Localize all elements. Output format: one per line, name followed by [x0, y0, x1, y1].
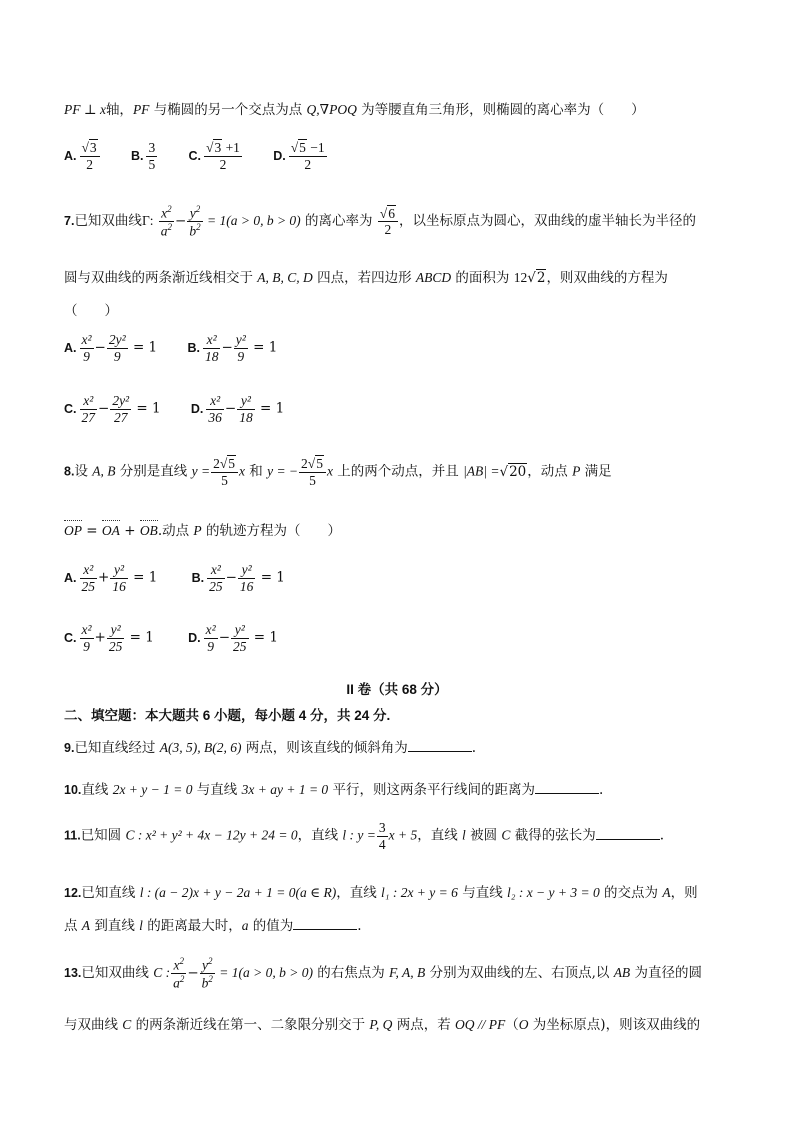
- denominator: 18: [204, 348, 219, 364]
- q12-text: 到直线: [90, 918, 140, 934]
- choice-label: D.: [188, 630, 201, 645]
- q7-text: 四点，若四边形: [312, 270, 416, 286]
- numerator: y²: [231, 622, 249, 639]
- q8-text: ，动点: [527, 463, 573, 480]
- numerator: 3: [378, 820, 386, 835]
- question-number: 11.: [64, 828, 81, 843]
- choice-label: D.: [273, 148, 286, 163]
- radicand: 20: [509, 463, 527, 480]
- choice-label: B.: [187, 340, 200, 355]
- choice-label: B.: [130, 148, 144, 163]
- question-number: 13.: [64, 966, 82, 981]
- operator: −: [224, 400, 237, 417]
- q6-choices: [64, 140, 738, 172]
- vector-op: OP: [64, 523, 82, 538]
- q7-choices-1: [64, 332, 738, 364]
- numerator: x²: [81, 622, 92, 637]
- q13-text: 与双曲线: [64, 1017, 123, 1033]
- q7-choice-c[interactable]: C. $\frac{\text{x²}}{27}$ − $\frac{\text{2y²}}{27}$ = 1: [64, 393, 161, 425]
- q7-quad: ABCD: [415, 270, 452, 285]
- denominator: 16: [239, 578, 254, 594]
- q13-line2: [64, 1013, 738, 1033]
- q7-choice-b[interactable]: B. $\frac{\text{x²}}{18}$ − $\frac{\text{y²}}{9}$ = 1: [187, 332, 278, 364]
- q11-end: .: [659, 827, 665, 844]
- q11-c: C: [501, 827, 511, 843]
- numerator: 2y²: [112, 393, 130, 408]
- q13-text: 两点，若: [392, 1017, 456, 1033]
- q8-p: P: [193, 523, 202, 538]
- q11-line-tail: x + 5: [388, 827, 418, 843]
- q9-text: 已知直线经过: [74, 740, 160, 756]
- denominator: 9: [113, 348, 121, 364]
- q11-text: 截得的弦长为: [510, 827, 596, 844]
- radicand: 3: [89, 140, 97, 155]
- denominator: 4: [378, 836, 386, 852]
- q6-choice-c[interactable]: C. $\frac{√3 +1}{2}$: [188, 140, 240, 172]
- q10: [64, 778, 738, 798]
- q8-choices-1: [64, 562, 738, 594]
- q7-text: ，则双曲线的方程为: [546, 270, 668, 286]
- numerator: y²: [107, 622, 125, 639]
- q8-text: 的轨迹方程为（ ）: [201, 523, 341, 539]
- denominator: 2: [384, 222, 392, 238]
- q7-text: 圆与双曲线的两条渐近线相交于: [64, 270, 258, 286]
- numerator: y²: [110, 562, 128, 579]
- q11-text: 被圆: [465, 827, 502, 844]
- q8-choice-a[interactable]: A. $\frac{\text{x²}}{25}$ + $\frac{\text{y²}}{16}$ = 1: [64, 562, 158, 594]
- q8-text: 设: [74, 463, 93, 480]
- choice-label: A.: [64, 340, 77, 355]
- q10-line2: 3x + ay + 1 = 0: [241, 782, 329, 797]
- q6-choice-b[interactable]: [131, 140, 158, 172]
- q11: [64, 820, 738, 852]
- q7-paren: [64, 299, 738, 319]
- q13-text: 已知双曲线: [81, 965, 154, 982]
- q8-abs-ab: |AB| =: [463, 463, 500, 479]
- q9: [64, 736, 738, 756]
- q12-l: l: [139, 918, 143, 933]
- q12-end: .: [357, 918, 362, 934]
- coef: 2: [213, 456, 220, 471]
- q11-text: 已知圆: [80, 827, 126, 844]
- q13-text: 分别为双曲线的左、右顶点,以: [425, 965, 614, 982]
- q7-gamma: Γ:: [141, 213, 154, 229]
- q11-text: ，直线: [417, 827, 463, 844]
- q13: 13.已知双曲线 C : $\frac{x^2}{a^2}$ − $\frac{y^2}{b^2}$ = 1(a > 0, b > 0) 的右焦点为 F, A, B 分别为双曲线的左、右顶点,以 AB 为直径的圆: [64, 956, 702, 991]
- choice-label: C.: [64, 401, 77, 416]
- denominator: 9: [83, 348, 90, 364]
- q8-line2: OP = OA + OB.动点 P 的轨迹方程为（ ）: [64, 523, 341, 539]
- denominator: 5: [148, 156, 156, 172]
- q9-end: .: [471, 740, 477, 756]
- radicand: 2: [536, 270, 546, 286]
- q12: [64, 881, 738, 901]
- numerator-tail: +1: [222, 140, 240, 155]
- q7-text: ，以坐标原点为圆心，双曲线的虚半轴长为半径的: [398, 213, 696, 230]
- operator: +: [98, 569, 110, 586]
- question-number: 8.: [64, 464, 75, 479]
- denominator: 5: [309, 472, 316, 488]
- q10-text: 与直线: [192, 782, 242, 798]
- radicand: 5: [299, 140, 306, 155]
- q13-c: C: [122, 1017, 132, 1032]
- question-number: 12.: [64, 886, 82, 900]
- answer-blank[interactable]: [293, 917, 357, 930]
- q10-text: 直线: [81, 782, 113, 798]
- q6-text: 轴，: [105, 102, 133, 118]
- q6-q: Q: [306, 102, 317, 117]
- numerator: y²: [238, 562, 256, 579]
- denominator: 25: [209, 578, 223, 594]
- q12-text: 的值为: [248, 918, 294, 934]
- q6-text: 与椭圆的另一个交点为点: [149, 102, 307, 118]
- answer-blank[interactable]: [408, 739, 472, 752]
- operator: +: [94, 629, 106, 646]
- q13-parallel: OQ // PF: [455, 1017, 506, 1032]
- q8-choice-c[interactable]: C. $\frac{\text{x²}}{9}$ + $\frac{\text{y²}}{25}$ = 1: [64, 622, 154, 654]
- q10-line1: 2x + y − 1 = 0: [112, 782, 193, 797]
- q7-text: 的面积为: [451, 270, 514, 286]
- vector-oa: OA: [101, 523, 120, 538]
- q11-line: l : y =: [342, 827, 376, 843]
- q7-choice-d[interactable]: D. $\frac{\text{x²}}{36}$ − $\frac{\text{y²}}{18}$ = 1: [190, 393, 285, 425]
- q12-line-l: l : (a − 2)x + y − 2a + 1 = 0(a ∈ R): [139, 885, 337, 900]
- q6-stem: [64, 98, 738, 118]
- q13-text: 的两条渐近线在第一、二象限分别交于: [131, 1017, 370, 1033]
- q6-text: 为等腰直角三角形，则椭圆的离心率为（ ）: [356, 102, 645, 118]
- denominator: 2: [219, 156, 227, 172]
- q8-choices-2: [64, 622, 738, 654]
- q8-p: P: [572, 463, 581, 479]
- q6-choice-a[interactable]: A. $\frac{√3}{2}$: [64, 140, 101, 172]
- question-number: 7.: [64, 214, 75, 229]
- q12-text: 的距离最大时，: [142, 918, 242, 934]
- q12-line2: [64, 914, 738, 934]
- q10-end: .: [598, 782, 604, 798]
- numerator: 3: [148, 140, 156, 155]
- q8-y: y = −: [267, 463, 299, 479]
- q12-text: 与直线: [457, 885, 507, 901]
- answer-blank[interactable]: [596, 827, 660, 840]
- q13-text: 为直径的圆: [630, 965, 702, 982]
- numerator: x²: [203, 332, 221, 349]
- q12-text: ，则: [670, 885, 698, 901]
- q12-line-l1: l₁ : 2x + y = 6: [381, 885, 458, 900]
- q6-poq: ∇POQ: [319, 102, 357, 117]
- q8-text: 分别是直线: [115, 463, 192, 480]
- q8-y: y =: [191, 463, 211, 479]
- q13-text: 的右焦点为: [312, 965, 390, 982]
- q12-text: ，直线: [336, 885, 381, 901]
- choice-label: B.: [191, 570, 205, 585]
- q13-text: 为坐标原点)，则该双曲线的: [528, 1017, 701, 1033]
- q7-choices-2: [64, 393, 738, 425]
- q6-comma: ,: [316, 102, 320, 117]
- q13-points: F, A, B: [389, 965, 426, 981]
- q12-text: 点: [64, 918, 82, 934]
- denominator: 9: [207, 638, 215, 654]
- choice-label: A.: [64, 148, 77, 163]
- numerator-tail: −1: [306, 140, 325, 155]
- q12-a: A: [662, 885, 671, 900]
- denominator: 27: [113, 409, 128, 425]
- denominator: 25: [81, 578, 95, 594]
- q13-ab: AB: [613, 965, 631, 981]
- q12-a: A: [81, 918, 91, 933]
- q8-text: 满足: [580, 463, 612, 480]
- q8-choice-d[interactable]: D. $\frac{\text{x²}}{9}$ − $\frac{\text{y²}}{25}$ = 1: [188, 622, 278, 654]
- q13-pq: P, Q: [369, 1017, 393, 1032]
- section-heading: 二、填空题：本大题共 6 小题，每小题 4 分，共 24 分.: [64, 708, 391, 723]
- coef: 2: [301, 456, 308, 471]
- operator: −: [94, 339, 106, 356]
- q13-eq-tail: = 1(a > 0, b > 0): [215, 965, 313, 981]
- denominator: 16: [112, 578, 126, 594]
- q12-text: 已知直线: [81, 885, 140, 901]
- denominator: 36: [208, 409, 222, 425]
- denominator: 9: [83, 638, 90, 654]
- numerator: x²: [207, 562, 225, 579]
- q6-pf-perp: PF ⊥ x: [64, 102, 106, 117]
- q7-eq-tail: = 1(a > 0, b > 0): [203, 213, 301, 229]
- numerator: x²: [80, 393, 98, 410]
- q6-choice-d[interactable]: D. $\frac{√5 -1}{2}$: [273, 140, 325, 172]
- operator: −: [225, 569, 237, 586]
- q11-circle: C : x² + y² + 4x − 12y + 24 = 0: [125, 827, 298, 843]
- question-number: 9.: [64, 741, 75, 755]
- q12-a-var: a: [241, 918, 249, 933]
- q10-text: 平行，则这两条平行线间的距离为: [328, 782, 535, 798]
- denominator: 18: [239, 409, 253, 425]
- radicand: 5: [228, 456, 235, 471]
- question-number: 10.: [64, 783, 82, 797]
- q6-pf: PF: [132, 102, 150, 117]
- numerator: x²: [80, 562, 98, 579]
- q8-x: x: [238, 463, 245, 479]
- numerator: y²: [235, 332, 246, 347]
- answer-blank[interactable]: [535, 781, 599, 794]
- q8-ab: A, B: [92, 463, 116, 479]
- answer-paren: （ ）: [64, 303, 118, 319]
- q8-stem: 8.设 A, B 分别是直线 y = $\frac{2√5}{5}$ x 和 y = − $\frac{2√5}{5}$ x 上的两个动点，并且 |AB| =√20，动点 P 满足: [64, 456, 612, 488]
- q7-area: 12: [513, 270, 528, 285]
- choice-label: A.: [64, 570, 77, 585]
- q13-o: O: [518, 1017, 529, 1032]
- q7-points: A, B, C, D: [257, 270, 313, 285]
- q8-text: .动点: [157, 523, 194, 539]
- denominator: 5: [221, 472, 228, 488]
- radicand: 3: [214, 140, 222, 155]
- operator: −: [218, 629, 230, 646]
- choice-label: C.: [64, 630, 77, 645]
- q13-text: （: [505, 1017, 519, 1033]
- q7-text: 的离心率为: [300, 213, 377, 230]
- denominator: 2: [304, 156, 312, 172]
- q7-choice-a[interactable]: A. $\frac{\text{x²}}{9}$ − $\frac{\text{2y²}}{9}$ = 1: [64, 332, 158, 364]
- radicand: 5: [316, 456, 323, 471]
- q8-x: x: [326, 463, 333, 479]
- choice-label: D.: [190, 401, 204, 416]
- q7-line2: 圆与双曲线的两条渐近线相交于 A, B, C, D 四点，若四边形 ABCD 的面积为 12√2，则双曲线的方程为: [64, 270, 668, 286]
- operator: −: [98, 400, 110, 417]
- radicand: 6: [388, 205, 395, 221]
- q13-c: C :: [153, 965, 171, 981]
- denominator: 9: [237, 348, 245, 364]
- q11-text: ，直线: [297, 827, 343, 844]
- q7-text: 已知双曲线: [74, 213, 142, 230]
- denominator: 27: [81, 409, 95, 425]
- operator: −: [221, 339, 233, 356]
- numerator: y²: [237, 393, 255, 410]
- numerator: x²: [206, 393, 224, 410]
- vector-ob: OB: [139, 523, 158, 538]
- q8-text: 和: [244, 463, 268, 480]
- q8-choice-b[interactable]: B. $\frac{\text{x²}}{25}$ − $\frac{\text{y²}}{16}$ = 1: [191, 562, 285, 594]
- q9-text: 两点，则该直线的倾斜角为: [241, 740, 408, 756]
- q12-text: 的交点为: [599, 885, 663, 901]
- q12-line-l2: l₂ : x − y + 3 = 0: [507, 885, 600, 900]
- denominator: 25: [108, 638, 123, 654]
- q7-stem: 7.已知双曲线Γ: $\frac{x^2}{a^2}$ − $\frac{y^2}{b^2}$ = 1(a > 0, b > 0) 的离心率为 $\frac{√6}{2}$ ，以坐标原点为圆心，双曲线的虚半轴长为半径的: [64, 204, 696, 239]
- section-title: II 卷（共 68 分）: [346, 682, 448, 697]
- q9-points: A(3, 5), B(2, 6): [159, 740, 242, 755]
- denominator: 25: [233, 638, 247, 654]
- numerator: x²: [81, 332, 92, 347]
- denominator: 2: [86, 156, 93, 172]
- q8-text: 上的两个动点，并且: [332, 463, 464, 480]
- numerator: x²: [205, 622, 216, 637]
- q11-l: l: [462, 827, 466, 843]
- choice-label: C.: [188, 148, 202, 163]
- numerator: 2y²: [108, 332, 126, 347]
